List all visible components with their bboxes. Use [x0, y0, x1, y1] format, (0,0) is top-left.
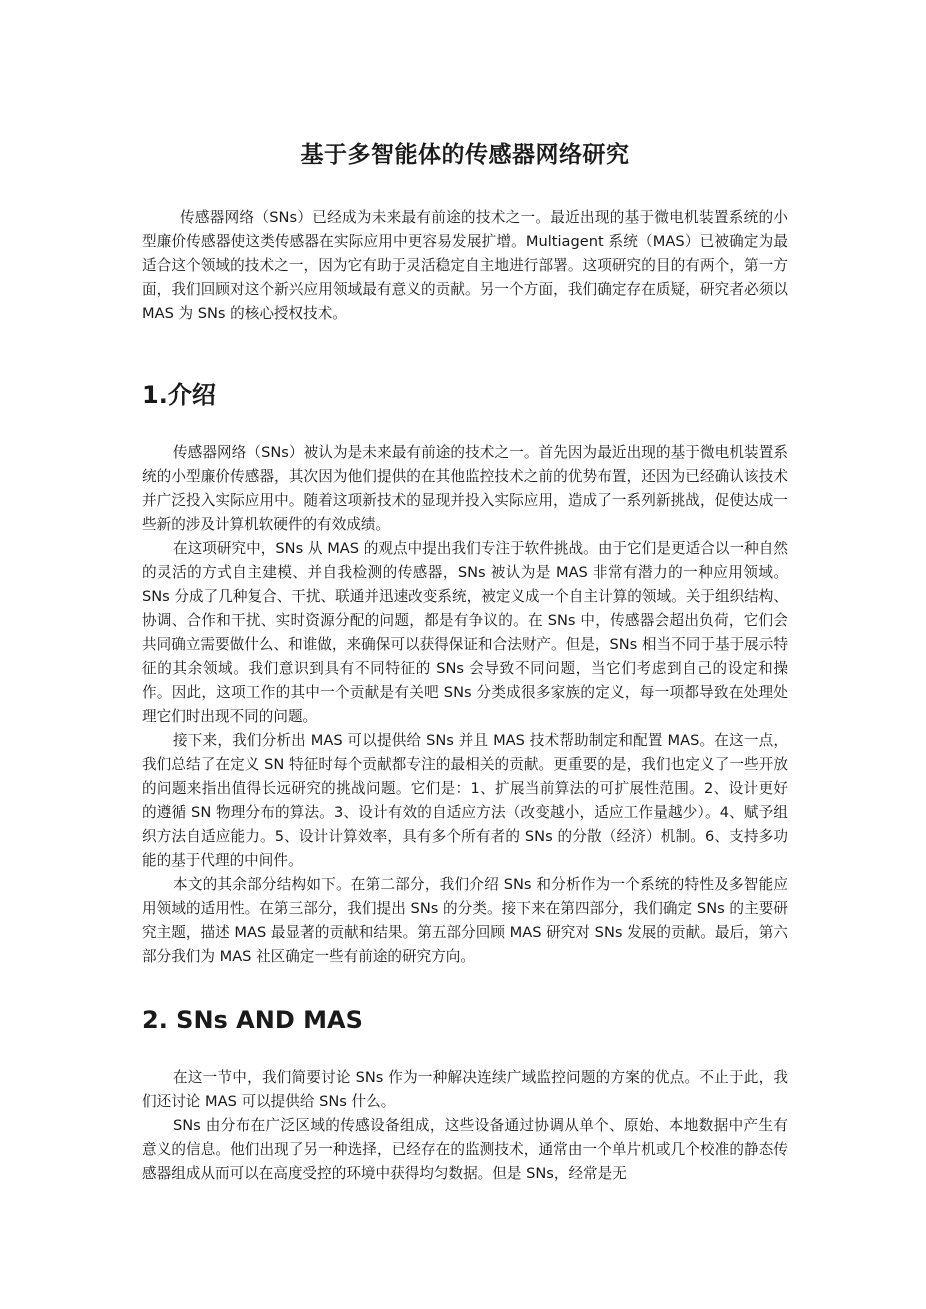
section-heading-introduction: 1.介绍 [142, 381, 216, 409]
intro-paragraph-1: 传感器网络（SNs）被认为是未来最有前途的技术之一。首先因为最近出现的基于微电机装置系统的小型廉价传感器，其次因为他们提供的在其他监控技术之前的优势布置，还因为已经确认该技术并广泛投入实际应用中。随着这项新技术的显现并投入实际应用，造成了一系列新挑战，促使达成一些新的涉及计算机软硬件的有效成绩。 [142, 444, 788, 533]
intro-paragraph-2: 在这项研究中，SNs 从 MAS 的观点中提出我们专注于软件挑战。由于它们是更适合以一种自然的灵活的方式自主建模、并自我检测的传感器，SNs 被认为是 MAS 非常有潜力的一种应用领域。SNs 分成了几种复合、干扰、联通并迅速改变系统，被定义成一个自主计算的领域。关于组织结构、协调、合作和干扰、实时资源分配的问题，都是有争议的。在 SNs 中，传感器会超出负荷，它们会共同确立需要做什么、和谁做，来确保可以获得保证和合法财产。但是，SNs 相当不同于基于展示特征的其余领域。我们意识到具有不同特征的 SNs 会导致不同问题，当它们考虑到自己的设定和操作。因此，这项工作的其中一个贡献是有关吧 SNs 分类成很多家族的定义，每一项都导致在处理处理它们时出现不同的问题。 [142, 540, 788, 725]
paper-title: 基于多智能体的传感器网络研究 [300, 142, 630, 168]
sns-paragraph-1: 在这一节中，我们简要讨论 SNs 作为一种解决连续广域监控问题的方案的优点。不止于此，我们还讨论 MAS 可以提供给 SNs 什么。 [142, 1069, 788, 1110]
document-content [142, 138, 788, 1186]
intro-paragraph-4: 本文的其余部分结构如下。在第二部分，我们介绍 SNs 和分析作为一个系统的特性及多智能应用领域的适用性。在第三部分，我们提出 SNs 的分类。接下来在第四部分，我们确定 SNs 的主要研究主题，描述 MAS 最显著的贡献和结果。第五部分回顾 MAS 研究对 SNs 发展的贡献。最后，第六部分我们为 MAS 社区确定一些有前途的研究方向。 [142, 876, 788, 965]
intro-paragraph-3: 接下来，我们分析出 MAS 可以提供给 SNs 并且 MAS 技术帮助制定和配置 MAS。在这一点，我们总结了在定义 SN 特征时每个贡献都专注的最相关的贡献。更重要的是，我们也定义了一些开放的问题来指出值得长远研究的挑战问题。它们是：1、扩展当前算法的可扩展性范围。2、设计更好的遵循 SN 物理分布的算法。3、设计有效的自适应方法（改变越小，适应工作量越少）。4、赋予组织方法自适应能力。5、设计计算效率，具有多个所有者的 SNs 的分散（经济）机制。6、支持多功能的基于代理的中间件。 [142, 732, 788, 869]
sns-paragraph-2: SNs 由分布在广泛区域的传感设备组成，这些设备通过协调从单个、原始、本地数据中产生有意义的信息。他们出现了另一种选择，已经存在的监测技术，通常由一个单片机或几个校准的静态传感器组成从而可以在高度受控的环境中获得均匀数据。但是 SNs，经常是无 [142, 1117, 788, 1182]
abstract: 传感器网络（SNs）已经成为未来最有前途的技术之一。最近出现的基于微电机装置系统的小型廉价传感器使这类传感器在实际应用中更容易发展扩增。Multiagent 系统（MAS）已被确定为最适合这个领域的技术之一，因为它有助于灵活稳定自主地进行部署。这项研究的目的有两个，第一方面，我们回顾对这个新兴应用领域最有意义的贡献。另一个方面，我们确定存在质疑，研究者必须以 MAS 为 SNs 的核心授权技术。 [142, 209, 788, 322]
section-heading-sns-and-mas: 2. SNs AND MAS [142, 1006, 363, 1034]
